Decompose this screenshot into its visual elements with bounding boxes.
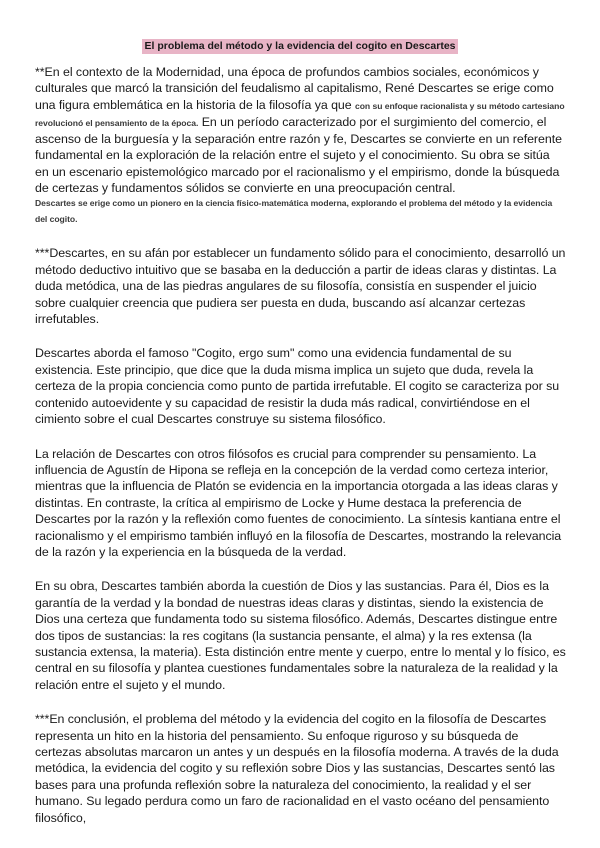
paragraph-god-substances: En su obra, Descartes también aborda la cuestión de Dios y las sustancias. Para él, Dios es la garantía de la verdad y la bondad de nuestras ideas claras y distintas, siendo la existencia de Dios una certeza que fundamenta todo su sistema filosófico. Además, Descartes distingue entre dos tipos de sustancias: la res cogitans (la sustancia pensante, el alma) y la res extensa (la sustancia extensa, la materia). Esta distinción entre mente y cuerpo, entre lo mental y lo físico, es central en su filosofía y plantea cuestiones fundamentales sobre la naturaleza de la realidad y la relación entre el sujeto y el mundo. — [35, 579, 566, 692]
paragraph-intro — [35, 64, 566, 227]
paragraph-method: ***Descartes, en su afán por establecer un fundamento sólido para el conocimiento, desarrolló un método deductivo intuitivo que se basaba en la deducción a partir de ideas claras y distintas. La duda metódica, una de las piedras angulares de su filosofía, consistía en suspender el juicio sobre cualquier creencia que pudiera ser puesta en duda, buscando así alcanzar certezas irrefutables. — [35, 246, 566, 327]
document-body — [35, 64, 566, 844]
paragraph-conclusion: ***En conclusión, el problema del método y la evidencia del cogito en la filosofía de Descartes representa un hito en la historia del pensamiento. Su enfoque riguroso y su búsqueda de certezas absolutas marcaron un antes y un después en la filosofía moderna. A través de la duda metódica, la evidencia del cogito y su reflexión sobre Dios y las sustancias, Descartes sentó las bases para una profunda reflexión sobre la naturaleza del conocimiento, la realidad y el ser humano. Su legado perdura como un faro de racionalidad en el vasto océano del pensamiento filosófico, — [35, 712, 559, 825]
paragraph-intro-rest: En un período caracterizado por el surgimiento del comercio, el ascenso de la burguesía y la separación entre razón y fe, Descartes se convierte en un referente fundamental en la exploración de la relación entre el sujeto y el conocimiento. Su obra se sitúa en un escenario epistemológico marcado por el racionalismo y el empirismo, donde la búsqueda de certezas y fundamentos sólidos se convierte en una preocupación central. — [35, 114, 562, 196]
document-title: El problema del método y la evidencia del cogito en Descartes — [144, 40, 456, 52]
paragraph-intro-small-end: Descartes se erige como un pionero en la ciencia físico-matemática moderna, explorando el problema del método y la evidencia del cogito. — [35, 198, 553, 225]
title-container — [0, 36, 600, 54]
paragraph-intro-main: **En el contexto de la Modernidad, una época de profundos cambios sociales, económicos y culturales que marcó la transición del feudalismo al capitalismo, René Descartes se erige como una figura emblemática en la historia de la filosofía ya que — [35, 65, 554, 112]
paragraph-influences: La relación de Descartes con otros filósofos es crucial para comprender su pensamiento. La influencia de Agustín de Hipona se refleja en la concepción de la verdad como certeza interior, mientras que la influencia de Platón se evidencia en la importancia otorgada a las ideas claras y distintas. En contraste, la crítica al empirismo de Locke y Hume destaca la preferencia de Descartes por la razón y la reflexión como fuentes de conocimiento. La síntesis kantiana entre el racionalismo y el empirismo también influyó en la filosofía de Descartes, mostrando la relevancia de la razón y la experiencia en la búsqueda de la verdad. — [35, 446, 562, 559]
paragraph-intro-small-note: con su enfoque racionalista y su método cartesiano revolucionó el pensamiento de la época. — [35, 100, 565, 128]
paragraph-cogito: Descartes aborda el famoso "Cogito, ergo sum" como una evidencia fundamental de su existencia. Este principio, que dice que la duda misma implica un sujeto que duda, revela la certeza de la propia conciencia como punto de partida irrefutable. El cogito se caracteriza por su contenido autoevidente y su capacidad de resistir la duda más radical, convirtiéndose en el cimiento sobre el cual Descartes construye su sistema filosófico. — [35, 346, 560, 427]
